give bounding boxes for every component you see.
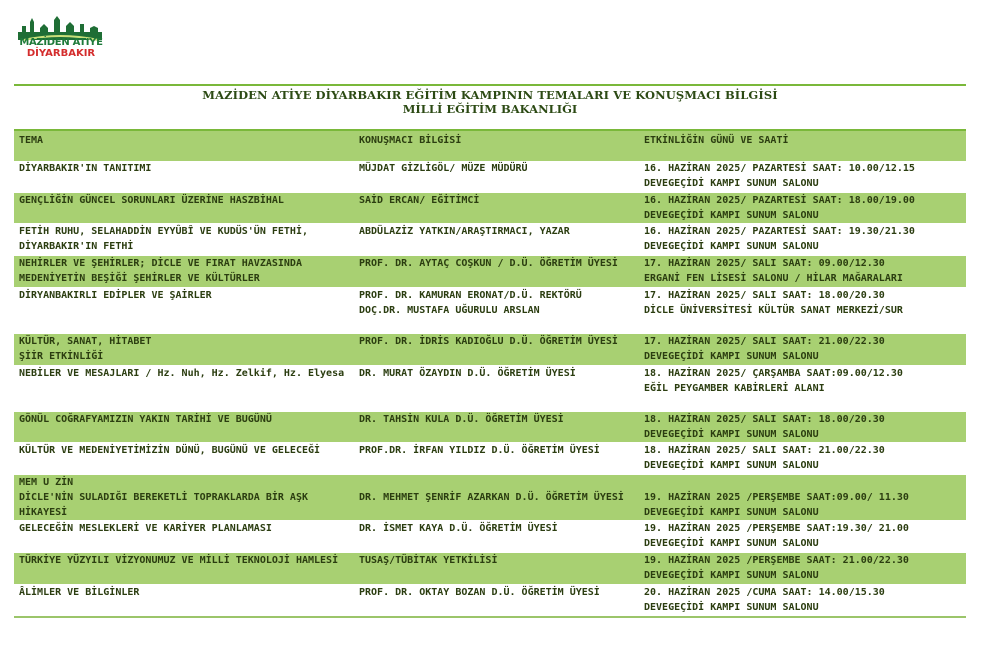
cell-tema [14,192,354,223]
cell-konusmaci [354,255,639,287]
cell-konusmaci [354,161,639,192]
tema-line: HİKAYESİ [19,506,68,518]
tema-line: GÖNÜL COĞRAFYAMIZIN YAKIN TARİHİ VE BUGÜNÜ [19,413,272,425]
konusmaci-line: DOÇ.DR. MUSTAFA UĞURULU ARSLAN [359,304,540,316]
cell-zaman [639,287,966,333]
tema-line: ŞİİR ETKİNLİĞİ [19,350,104,362]
zaman-line: DEVEGEÇİDİ KAMPI SUNUM SALONU [644,601,819,613]
cell-zaman [639,192,966,223]
tema-line: GELECEĞİN MESLEKLERİ VE KARİYER PLANLAMASI [19,522,272,534]
cell-tema [14,552,354,584]
cell-tema [14,223,354,255]
zaman-line: 16. HAZİRAN 2025/ PAZARTESİ SAAT: 19.30/21.30 [644,225,915,237]
cell-tema [14,255,354,287]
cell-tema [14,520,354,552]
tema-line: MEDENİYETİN BEŞİĞİ ŞEHİRLER VE KÜLTÜRLER [19,272,260,284]
table-row [14,552,966,584]
table-row [14,287,966,333]
cell-tema [14,411,354,442]
header-zaman: ETKİNLİĞİN GÜNÜ VE SAATİ [639,131,966,161]
top-divider [14,84,966,86]
tema-line: DİYARBAKIR'IN TANITIMI [19,163,152,174]
logo-line-1: MAZİDEN ATİYE [19,37,103,48]
table-header-row [14,131,966,161]
table-row [14,161,966,192]
konusmaci-line: PROF. DR. KAMURAN ERONAT/D.Ü. REKTÖRÜ [359,289,582,301]
cell-tema [14,161,354,192]
table-row [14,520,966,552]
konusmaci-line [359,475,639,490]
tema-line: DİRYANBAKIRLI EDİPLER VE ŞAİRLER [19,289,212,301]
zaman-line: 17. HAZİRAN 2025/ SALI SAAT: 21.00/22.30 [644,335,885,347]
document-title [14,88,966,116]
cell-tema [14,333,354,365]
cell-tema [14,474,354,520]
zaman-line: DEVEGEÇİDİ KAMPI SUNUM SALONU [644,506,819,518]
table-row [14,411,966,442]
konusmaci-line: PROF. DR. AYTAÇ COŞKUN / D.Ü. ÖĞRETİM ÜYESİ [359,257,618,269]
zaman-line: DEVEGEÇİDİ KAMPI SUNUM SALONU [644,428,819,440]
bottom-divider [14,616,966,618]
table-row [14,192,966,223]
zaman-line: DEVEGEÇİDİ KAMPI SUNUM SALONU [644,569,819,581]
table-row [14,442,966,474]
zaman-line: DEVEGEÇİDİ KAMPI SUNUM SALONU [644,209,819,221]
konusmaci-line: DR. MEHMET ŞENRİF AZARKAN D.Ü. ÖĞRETİM ÜYESİ [359,491,624,503]
cell-zaman [639,223,966,255]
konusmaci-line: DR. MURAT ÖZAYDIN D.Ü. ÖĞRETİM ÜYESİ [359,367,576,379]
cell-tema [14,287,354,333]
zaman-line: 18. HAZİRAN 2025/ SALI SAAT: 21.00/22.30 [644,444,885,456]
tema-line: NEHİRLER VE ŞEHİRLER; DİCLE VE FIRAT HAVZASINDA [19,257,302,269]
table-row [14,474,966,520]
cell-zaman [639,520,966,552]
table-row [14,255,966,287]
konusmaci-line: MÜJDAT GİZLİGÖL/ MÜZE MÜDÜRÜ [359,163,528,174]
table-row [14,333,966,365]
zaman-line: DEVEGEÇİDİ KAMPI SUNUM SALONU [644,537,819,549]
zaman-line: 18. HAZİRAN 2025/ SALI SAAT: 18.00/20.30 [644,413,885,425]
zaman-line: 16. HAZİRAN 2025/ PAZARTESİ SAAT: 10.00/12.15 [644,163,915,174]
tema-line: KÜLTÜR, SANAT, HİTABET [19,335,152,347]
cell-zaman [639,411,966,442]
cell-zaman [639,442,966,474]
cell-konusmaci [354,552,639,584]
cell-zaman [639,365,966,411]
logo-line-2: DİYARBAKIR [26,48,96,59]
zaman-line: DEVEGEÇİDİ KAMPI SUNUM SALONU [644,240,819,252]
cell-konusmaci [354,584,639,616]
cell-zaman [639,584,966,616]
tema-line: DİYARBAKIR'IN FETHİ [19,240,134,252]
konusmaci-line: PROF.DR. İRFAN YILDIZ D.Ü. ÖĞRETİM ÜYESİ [359,444,600,456]
zaman-line: 16. HAZİRAN 2025/ PAZARTESİ SAAT: 18.00/19.00 [644,194,915,206]
konusmaci-line: DR. İSMET KAYA D.Ü. ÖĞRETİM ÜYESİ [359,522,558,534]
zaman-line: EĞİL PEYGAMBER KABİRLERİ ALANI [644,382,825,394]
tema-line: GENÇLİĞİN GÜNCEL SORUNLARI ÜZERİNE HASZBİHAL [19,194,284,206]
zaman-line: 19. HAZİRAN 2025 /PERŞEMBE SAAT:09.00/ 11.30 [644,491,909,503]
header-konusmaci: KONUŞMACI BİLGİSİ [354,131,639,161]
zaman-line: 19. HAZİRAN 2025 /PERŞEMBE SAAT: 21.00/22.30 [644,554,909,566]
zaman-line: 20. HAZİRAN 2025 /CUMA SAAT: 14.00/15.30 [644,586,885,598]
title-line-1: MAZİDEN ATİYE DİYARBAKIR EĞİTİM KAMPININ TEMALARI VE KONUŞMACI BİLGİSİ [202,88,778,102]
cell-konusmaci [354,365,639,411]
zaman-line: 17. HAZİRAN 2025/ SALI SAAT: 18.00/20.30 [644,289,885,301]
tema-line: ÂLİMLER VE BİLGİNLER [19,586,140,598]
zaman-line: DEVEGEÇİDİ KAMPI SUNUM SALONU [644,178,819,189]
cell-zaman [639,161,966,192]
tema-line: MEM U ZİN [19,476,74,488]
konusmaci-line: DR. TAHSİN KULA D.Ü. ÖĞRETİM ÜYESİ [359,413,564,425]
konusmaci-line: ABDÜLAZİZ YATKIN/ARAŞTIRMACI, YAZAR [359,225,570,237]
tema-line: NEBİLER VE MESAJLARI / Hz. Nuh, Hz. Zelkif, Hz. Elyesa [19,367,345,379]
schedule-table [14,131,966,616]
cell-zaman [639,552,966,584]
tema-line: KÜLTÜR VE MEDENİYETİMİZİN DÜNÜ, BUGÜNÜ VE GELECEĞİ [19,444,321,456]
cell-tema [14,584,354,616]
konusmaci-line: TUSAŞ/TÜBİTAK YETKİLİSİ [359,554,498,566]
title-line-2: MİLLİ EĞİTİM BAKANLIĞI [402,102,578,116]
tema-line: FETİH RUHU, SELAHADDİN EYYÛBÎ VE KUDÜS'ÜN FETHİ, [19,225,308,237]
cell-konusmaci [354,474,639,520]
table-row [14,365,966,411]
cell-tema [14,365,354,411]
cell-konusmaci [354,333,639,365]
cell-konusmaci [354,411,639,442]
zaman-line: 19. HAZİRAN 2025 /PERŞEMBE SAAT:19.30/ 21.00 [644,522,909,534]
zaman-line: ERGANİ FEN LİSESİ SALONU / HİLAR MAĞARALARI [644,272,903,284]
konusmaci-line: SAİD ERCAN/ EĞİTİMCİ [359,194,480,206]
cell-tema [14,442,354,474]
konusmaci-line: PROF. DR. OKTAY BOZAN D.Ü. ÖĞRETİM ÜYESİ [359,586,600,598]
table-row [14,584,966,616]
table-row [14,223,966,255]
zaman-line: 17. HAZİRAN 2025/ SALI SAAT: 09.00/12.30 [644,257,885,269]
cell-zaman [639,255,966,287]
konusmaci-line: PROF. DR. İDRİS KADIOĞLU D.Ü. ÖĞRETİM ÜYESİ [359,335,618,347]
cell-zaman [639,333,966,365]
cell-konusmaci [354,520,639,552]
cell-konusmaci [354,287,639,333]
logo [14,12,106,62]
cell-konusmaci [354,442,639,474]
header-tema: TEMA [14,131,354,161]
cell-konusmaci [354,223,639,255]
zaman-line: DEVEGEÇİDİ KAMPI SUNUM SALONU [644,350,819,362]
zaman-line: DİCLE ÜNİVERSİTESİ KÜLTÜR SANAT MERKEZİ/SUR [644,304,903,316]
tema-line: TÜRKİYE YÜZYILI VİZYONUMUZ VE MİLLİ TEKNOLOJİ HAMLESİ [19,554,339,566]
tema-line: DİCLE'NİN SULADIĞI BEREKETLİ TOPRAKLARDA BİR AŞK [19,491,308,503]
cell-zaman [639,474,966,520]
zaman-line [644,475,966,490]
cell-konusmaci [354,192,639,223]
zaman-line: DEVEGEÇİDİ KAMPI SUNUM SALONU [644,459,819,471]
zaman-line: 18. HAZİRAN 2025/ ÇARŞAMBA SAAT:09.00/12.30 [644,367,903,379]
